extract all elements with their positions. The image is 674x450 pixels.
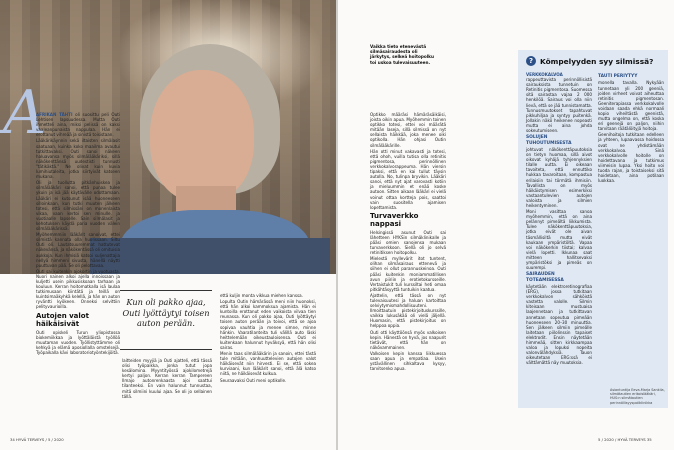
subheading-turvaverkko: Turvaverkko nappasi [370,211,419,228]
info-box-column-1: VERKKOKALVOA rappeuttavista perinnöllisistä sairauksista tunnetuin on Retinitis pigmentosa. Suomessa sitä sairastaa vajaa 2 000 henkilöä. Sairaus voi olla niin lievä, että se jää tunnistamatta. Tunnusmuutokset tapahtuvat pikkuhiljaa ja syntyy puitenkä. Jollakin näkö heikenee nopeasti mutta ei aina johda sokeutumiseen. SOLUJEN TUHOUTUMISESTA johtuvat näkökenttäpuutoksia on tietyn huomaa, sillä aivot oikovat kyhäjä tyhjennyksien tilalle uutta. Ei oikeaan tavoiteta, että ennuttiko hukkaa tavaroitaan, kompastua erilaisiin tai törmätä ihmisiin. Tavallista on myös häikäistymisen esimerkiksi vastaantulevien autojen valoista ja silmien heikentyminen. Moni vasittaa sanoa myöhemmin, että on aina pelännyt pimeältä liikkumista. Tulee näkökenttäpuutoksia, jotka eivät ole aivan täsmällisiltä mutta eivät kaukaan ympäristöltä. Vapaa voi näkökerkin tiistai; kalvaa vielä lopetti. Ikkunaa saat mitteen hallitsevaksi ympäristöksi ja pimeäs on suurempi. SAIRAUDEN TOTEAMISESSA käytetään elektroretinografiaa (ERG), jossa tutkitaan verkkokalvon sähköistä vastetta valolle. Silmin kiteisaan mustuaisa laajennetaan ja tutkittavan annetaan sopeutua pimeään huoneeseen 20–30 minuuttia. Sen jälkeen silmiin pimeälle laitetaan piilolinssin tapaiset elektrodit. Ensin näytetään himmeää, sitten kirkkaampaa valoa ja lopuksi nopeita valonvälähdyksiä. Tauon oikeutetaan ERG:ssä ei välttämättä näy muutoksia. [526,72,592,366]
page-footer-left: 34 HYVÄ TERVEYS / 5 / 2020 [10,437,64,442]
pull-quote: Kun oli pakko ajaa, Outi lyöttäytyi toisen auton perään. [120,290,212,350]
article-column-2: laitteiden myyjiä ja Outi ajatteli, että tässä olisi työpaikka, jonka tutut jopa kesälomina. Myyntityössä ajokilometrejä kertyi paljon. Kerran kerran Tampereen Ilmajo autonrenkaasta ajoi saattui tilanteeksi. En vain halunnut tunnustaa, mitä silmiini kuului ajaa. Se oli jo sellainen tällä. [122,358,212,399]
article-column-1: AFRIKAN TÄHTI oli suosittu peli Outi Lehtisen lapsuudessa. Mutta Outi ihmetteli aina, miksi pelissä on kaksi vaaleanpunaista nappulaa. Hän ei erottanut vihreää ja sinistä toisistaan. Lääkärikäynnin sekä iltaisten silmälasit saatuaan, kuinka koko maailma avautui tutkittavaksi. Outi sanoi näkeen haluavansa myös silmälääkäriksi, sillä näkökenttänsä uudestisti tunnusti "tätikäktä." Ne olivat kuin kuvia lumihiutaleita, jotka siirtyivät katseen mukana. Oli ja tuollutta pitkänhuiskea ja silmälääkäri sanoi, että punaa tulee ykuin ja isä jää käytävälle odottamaan. Lääkäri ei kutsunut isää huoneeseen silloinkaan, kun tutki muuten jälkeen totesi, että silmissäni on monenlaista vikaa, vaan kertoi sen minulle, ja vuotiaalle lapselle. Sain silmälasit ja kehotuksen käydä paria vuoden välein silmälääkärissä. Myöhemmmiin lääkärit sanoivat, ettei silmistä kannata olla huolissaan. Siltu Outi oli. Lautatsuuremmat hattutevat näkevänsä, ja näkökentässä oli omituisia aukkoja. Kun ihmisiä katsoi suljenattajia nellyä himmeni sivusta, hänellä näytti puuttuvan pää. Se oli pelottavaa. Outi sai kuitenkin ajokortin ja vuotuasta. Nuori nainen alkoi ajella innoissaan ja kuljetti usein pikkusiskoaan tarhaan ja kouluun. Kerran hoitomatkalla isä laulaa tutkimusaan kiintätä ja teillä on kuintsimaäkyhkä kelellä, ja hän on auton ryväntti kyökeen. Onneksi selvittiin pelityvaurioilla. Autojen valot häikäisivät Outi opiskeli Turun yliopistossa biokemiikkaa ja lyöttäläistä työllöä muutaman vuoden. Työllistyttämme oli kehkyä ja elämä aposiollalla omstelsejä. Työpaikalla kävi laboratoriotyöntekijöitä. [36,112,120,355]
question-mark-icon: ? [526,56,536,66]
info-box-title: Kömpelyyden syy silmissä? [540,56,654,66]
photo-caption: Vaikka tieto etenevästä silmäsairaudesta oli järkytys, selkeä hoitopolku toi uskoa tulevaisuuteen. [370,44,434,65]
info-box-source: Asiantuntija Eeva-Marja Sankila, silmätautien erikoislääkäri, HUS:n silmätautien perinnöllisyyspoliklinikka [610,388,665,405]
left-page [0,0,336,450]
subheading-autojen-valot: Autojen valot häikäisivät [36,311,89,328]
article-column-3: että kuljin monta vikkua miehen kanssa. Lopulta Outin hämärässä meni niin huonoksi, että hän alkoi kammoksua ajamista. Hän ei kuntoilla erottanut eden vaikoista vilvaa tien reunassa. Kun oli pakko ajaa, Outi lyöttäytyi toisen auton perään ja toivoi, että se ajoa sopivaa vauhtia ja menee simne, minne hänkin. Vaaratilanteita tuli välillä auto läski heittelemään oikeustauloisensa. Outi ei kuitenkaan halunnut hyväksyä, että hän olisi sairas. Menin taas silmälääkärin ja sanoin, ettei tästä tule mitään, vanhuuttelevien autojen valot häikäisevät niin hirvesti. Ei se, että sokea kurviaani, kun lääkärit sanoi, että älä katso niitä, ne häikäisevät kulkua. Seuraavaksi Outi meni optikolle. [220,293,316,383]
article-column-4: Optikko määräsi hämäräsäikäisi, joista oikin apua. Myöhemmin toinen optikko totesi, ettei voi määrätä mitään laseja, sillä silmissä on nyt sellaista häikkää, joka menee oiki optikolla. Hän ohjasi Outin silmälääkärille. Hän otti minut vakavasti ja totesi, että ohoh, vuilla tutisa olla retinitis pigmentosa, perinnöllinen verkkokalvorappeuma. Hän viersin tipaksi, että en kai tullut täysin autolla. No, tulinpa bryvikin. Lääkäri sanoi, että nyt ajat varovasti kotiin ja mieluummin et enää koske autoon. Sitten aikaan lääkäri ei vielä voinut ottaa kortteja pois, saattoi vain suositella ajamisen lopettamista. Turvaverkko nappasi Helsingissä asunut Outi sai lähetteen HYKSin silmäklinikalle ja pääsi omien sanojensa mukaan turvaverkkoon. Siellä oli jo selvä retinitiksen hoitopolku. Mielestä myllevärit itot tuntent, olihan silmäsairaus ettenevä ja siihen ei ollut parannuskeinoa. Outi pääsi kuitenkin moniammatillisen avun piiriin ja erotietokursseille. Vertaistukit tuli kurssiltai heti omaa pitkähtäsyyttä tuntuikin kaatua. Ajattelin, että tässä on nyt tulevaisuutesi ja haluan kartoittaa selviytymismahdollisuuteni. Ilmoittautuin pistekirjoituskurssille, vaikka lukusäkää oli vielä jäljellä. Huomasin, että pistekirjoitus on helppoa oppia. Outi otti käyttöönsä myös valkoisen kepin. Hänestä on hyvä, jos naapurit tietävät, että hän on näkövammainen. Valkoisen kepin kanssa liikkuessa saan apua ja empatiaa. Usein ystävällinen sihkaltava kysyy, tarvitsenko apua. [370,112,446,372]
info-box-column-2: TAUTI PERIYTYY monella tavalla. Nykyään tunnetaan yli 200 geeniä, joiden virheet voivat aiheuttaa retinitis pigmentosan. Geeniterapiassa verkkokalvolle voidaan saada ehkä normaali kopio viheiltästä geenistä, mutta ongelma on, että koska eri geenejä on paljon, niihin tarvitaan räätälöityjä hoitoja. Geenihoitoja tutkitaan edelleen ja yhteen, lupaavassa hoidossa ovat ne yhdistämään verkkokalvoa. Sinä verkkokalvolle hoitolle on hoidettavana ja tutkimus viimeisin lupaa. Yksi hoito voi tuoda rajan, ja toistaiseksi sitä hoidetaan, aina potilaan luokkaa. [598,74,664,184]
info-box-header [526,56,653,66]
drop-cap: A [3,78,47,148]
page-footer-right: 5 / 2020 / HYVÄ TERVEYS 35 [598,437,652,442]
lead-in: AFRIKAN TÄHTI [36,112,73,117]
